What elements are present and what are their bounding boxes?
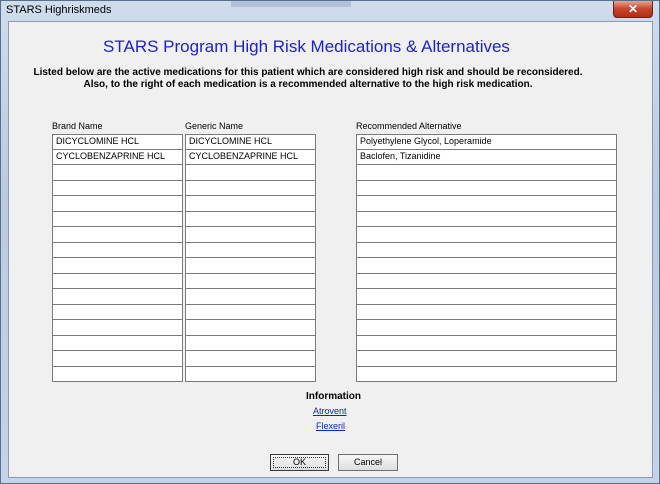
title-bar[interactable] xyxy=(1,1,659,21)
window-title: STARS Highriskmeds xyxy=(6,4,112,16)
generic-name-cell[interactable] xyxy=(185,336,316,352)
recommended-alternative-cell[interactable] xyxy=(356,336,617,352)
recommended-alternative-cell[interactable] xyxy=(356,258,617,274)
cancel-button[interactable]: Cancel xyxy=(338,454,398,471)
recommended-alternative-cell[interactable] xyxy=(356,212,617,228)
brand-name-cell[interactable] xyxy=(52,212,183,228)
generic-name-cell[interactable]: CYCLOBENZAPRINE HCL xyxy=(185,150,316,166)
generic-name-cell[interactable] xyxy=(185,196,316,212)
brand-name-cell[interactable] xyxy=(52,243,183,259)
recommended-alternative-cell[interactable] xyxy=(356,243,617,259)
generic-name-column xyxy=(185,134,316,382)
generic-name-cell[interactable] xyxy=(185,351,316,367)
recommended-alternative-cell[interactable] xyxy=(356,320,617,336)
brand-name-header: Brand Name xyxy=(52,121,103,131)
generic-name-cell[interactable]: DICYCLOMINE HCL xyxy=(185,134,316,150)
generic-name-cell[interactable] xyxy=(185,212,316,228)
recommended-alternative-column xyxy=(356,134,617,382)
atrovent-link[interactable]: Atrovent xyxy=(313,406,347,416)
generic-name-cell[interactable] xyxy=(185,227,316,243)
generic-name-cell[interactable] xyxy=(185,289,316,305)
brand-name-cell[interactable] xyxy=(52,336,183,352)
dialog-content xyxy=(8,21,653,478)
brand-name-cell[interactable] xyxy=(52,258,183,274)
recommended-alternative-cell[interactable] xyxy=(356,367,617,383)
brand-name-cell[interactable] xyxy=(52,181,183,197)
recommended-alternative-cell[interactable] xyxy=(356,196,617,212)
brand-name-cell[interactable] xyxy=(52,367,183,383)
brand-name-cell[interactable]: CYCLOBENZAPRINE HCL xyxy=(52,150,183,166)
description-line-2: Also, to the right of each medication is a recommended alternative to the high risk medication. xyxy=(83,79,533,90)
generic-name-cell[interactable] xyxy=(185,258,316,274)
generic-name-cell[interactable] xyxy=(185,181,316,197)
flexeril-link[interactable]: Flexeril xyxy=(316,421,346,431)
brand-name-cell[interactable] xyxy=(52,196,183,212)
generic-name-cell[interactable] xyxy=(185,243,316,259)
brand-name-cell[interactable] xyxy=(52,305,183,321)
brand-name-cell[interactable] xyxy=(52,274,183,290)
recommended-alternative-header: Recommended Alternative xyxy=(356,121,462,131)
description-line-1: Listed below are the active medications for this patient which are considered high risk and should be reconsidered. xyxy=(33,67,583,78)
generic-name-cell[interactable] xyxy=(185,367,316,383)
recommended-alternative-cell[interactable] xyxy=(356,181,617,197)
ok-button[interactable]: OK xyxy=(270,454,329,471)
recommended-alternative-cell[interactable]: Polyethylene Glycol, Loperamide xyxy=(356,134,617,150)
generic-name-cell[interactable] xyxy=(185,165,316,181)
brand-name-column xyxy=(52,134,183,382)
brand-name-cell[interactable]: DICYCLOMINE HCL xyxy=(52,134,183,150)
brand-name-cell[interactable] xyxy=(52,320,183,336)
recommended-alternative-cell[interactable] xyxy=(356,351,617,367)
recommended-alternative-cell[interactable] xyxy=(356,305,617,321)
page-title: STARS Program High Risk Medications & Alternatives xyxy=(103,37,510,56)
recommended-alternative-cell[interactable] xyxy=(356,165,617,181)
generic-name-cell[interactable] xyxy=(185,320,316,336)
close-icon[interactable]: ✕ xyxy=(613,1,653,18)
generic-name-cell[interactable] xyxy=(185,305,316,321)
information-title: Information xyxy=(306,391,361,402)
recommended-alternative-cell[interactable] xyxy=(356,274,617,290)
recommended-alternative-cell[interactable]: Baclofen, Tizanidine xyxy=(356,150,617,166)
brand-name-cell[interactable] xyxy=(52,165,183,181)
recommended-alternative-cell[interactable] xyxy=(356,227,617,243)
brand-name-cell[interactable] xyxy=(52,351,183,367)
generic-name-cell[interactable] xyxy=(185,274,316,290)
recommended-alternative-cell[interactable] xyxy=(356,289,617,305)
brand-name-cell[interactable] xyxy=(52,289,183,305)
generic-name-header: Generic Name xyxy=(185,121,244,131)
title-bar-decoration xyxy=(231,1,351,7)
brand-name-cell[interactable] xyxy=(52,227,183,243)
